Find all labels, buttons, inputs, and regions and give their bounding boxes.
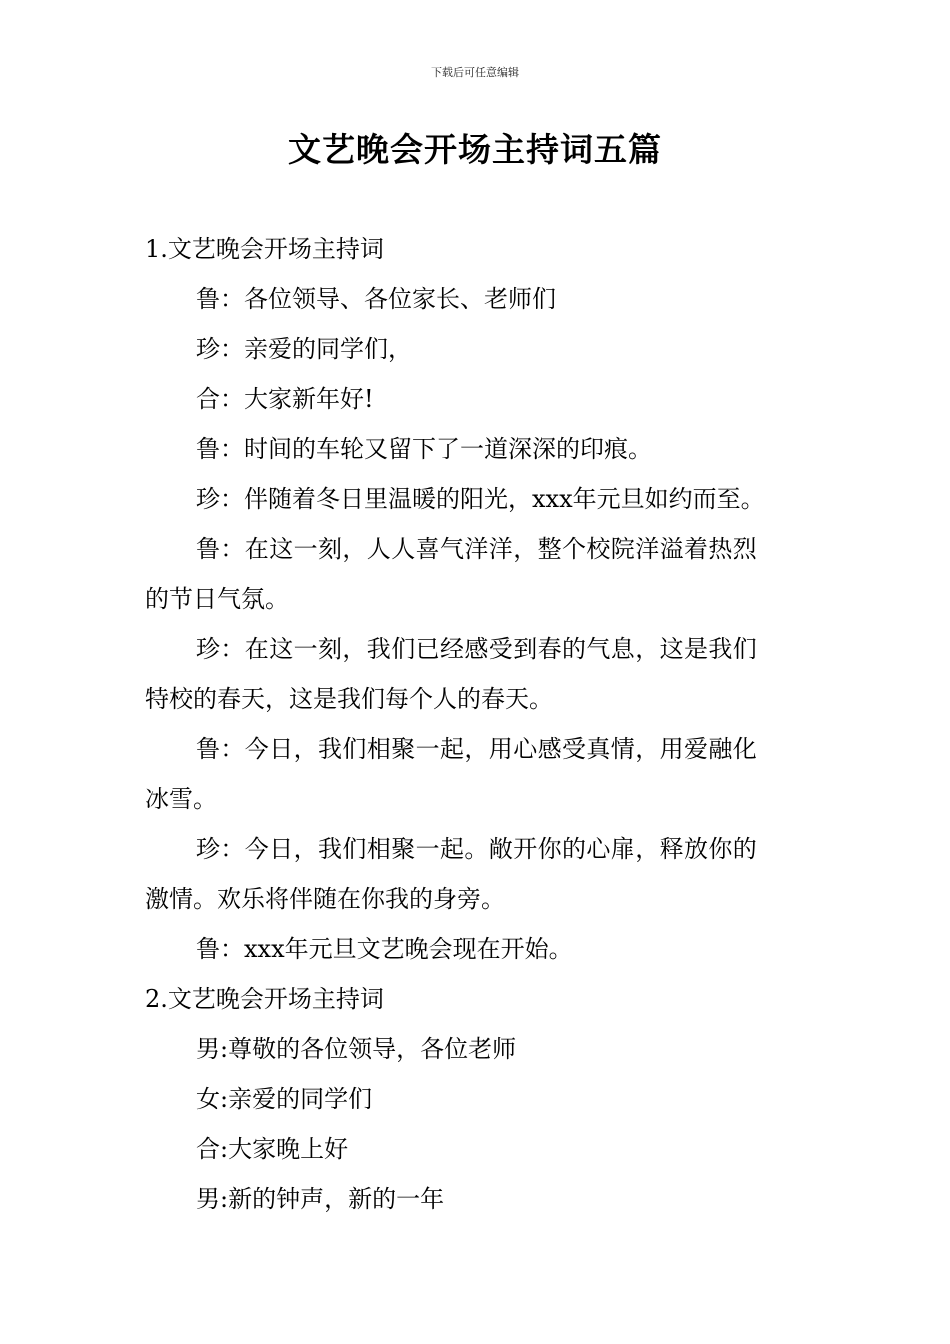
dialogue-paragraph-start: 珍：今日，我们相聚一起。敞开你的心扉，释放你的 (196, 835, 758, 863)
dialogue-line: 男:新的钟声，新的一年 (196, 1185, 445, 1213)
section-heading: 1.文艺晚会开场主持词 (145, 235, 384, 263)
dialogue-line: 鲁：时间的车轮又留下了一道深深的印痕。 (196, 435, 652, 463)
dialogue-paragraph-continuation: 冰雪。 (145, 785, 217, 813)
dialogue-line: 珍：亲爱的同学们， (196, 335, 412, 363)
document-title: 文艺晚会开场主持词五篇 (288, 130, 662, 169)
dialogue-paragraph-continuation: 激情。欢乐将伴随在你我的身旁。 (145, 885, 505, 913)
dialogue-line: 合:大家晚上好 (196, 1135, 349, 1163)
section-heading: 2.文艺晚会开场主持词 (145, 985, 384, 1013)
dialogue-line: 珍：伴随着冬日里温暖的阳光，xxx年元旦如约而至。 (196, 485, 765, 513)
dialogue-line: 女:亲爱的同学们 (196, 1085, 373, 1113)
dialogue-line: 鲁：xxx年元旦文艺晚会现在开始。 (196, 935, 573, 963)
header-note: 下载后可任意编辑 (431, 66, 519, 79)
dialogue-paragraph-start: 鲁：今日，我们相聚一起，用心感受真情，用爱融化 (196, 735, 758, 763)
document-body (145, 224, 807, 1224)
dialogue-line: 合：大家新年好! (196, 385, 374, 413)
dialogue-paragraph-continuation: 特校的春天，这是我们每个人的春天。 (145, 685, 553, 713)
dialogue-paragraph-start: 鲁：在这一刻，人人喜气洋洋，整个校院洋溢着热烈 (196, 535, 758, 563)
dialogue-paragraph-start: 珍：在这一刻，我们已经感受到春的气息，这是我们 (196, 635, 758, 663)
dialogue-line: 鲁：各位领导、各位家长、老师们 (196, 285, 556, 313)
dialogue-line: 男:尊敬的各位领导，各位老师 (196, 1035, 517, 1063)
dialogue-paragraph-continuation: 的节日气氛。 (145, 585, 289, 613)
